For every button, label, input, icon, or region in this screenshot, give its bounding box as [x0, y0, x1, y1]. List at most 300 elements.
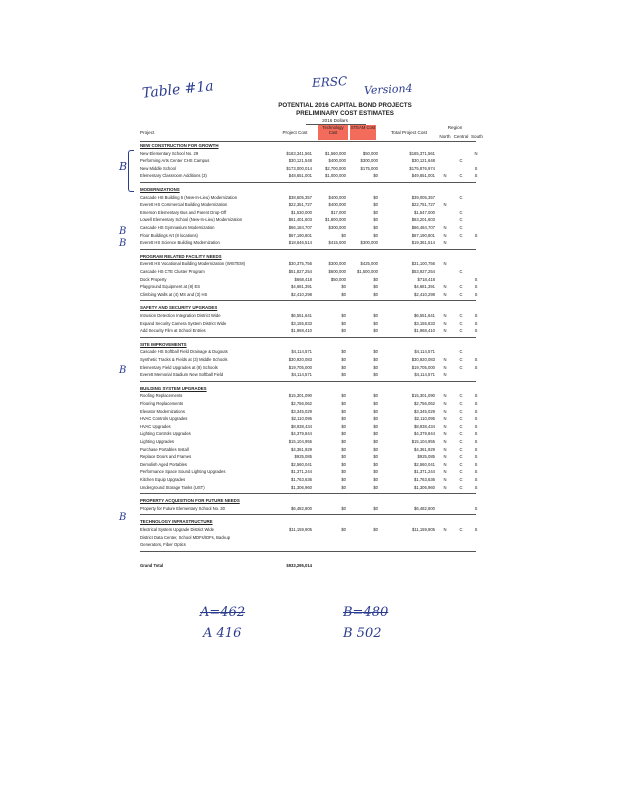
cell-project-cost: $51,827,254	[288, 269, 312, 274]
cell-project-cost: $2,560,041	[291, 461, 312, 467]
cell-central: C	[459, 408, 463, 414]
section-title: BUILDING SYSTEM UPGRADES	[140, 385, 207, 391]
cell-tech-cost: $0	[341, 484, 346, 490]
cell-south: S	[474, 446, 478, 452]
cell-project-cost: $4,114,571	[291, 349, 312, 355]
cell-north: N	[443, 401, 447, 406]
cell-project: Performance Space Sound Lighting Upgrades	[140, 469, 226, 475]
cell-central: C	[459, 401, 463, 406]
cell-tech-cost: $0	[341, 291, 346, 297]
cell-steam-cost: $0	[373, 446, 378, 452]
cell-steam-cost: $0	[373, 364, 378, 370]
table-row	[140, 477, 478, 484]
cell-central: C	[459, 357, 463, 362]
cell-total: $165,371,561	[409, 150, 435, 156]
cell-total: $39,005,357	[411, 194, 435, 200]
cell-steam-cost: $0	[373, 461, 378, 467]
cell-tech-cost: $0	[341, 313, 346, 318]
cell-project-cost: $18,646,514	[288, 240, 312, 246]
cell-total: $925,085	[417, 454, 435, 460]
grand-total-label: Grand Total	[140, 563, 164, 568]
table-row	[140, 401, 478, 408]
cell-north: N	[443, 527, 447, 532]
cell-south: S	[474, 527, 478, 532]
cell-project: Everett HS Vocational Building Modernization (WISTEM)	[140, 261, 245, 267]
handwritten-a-old: A=462	[200, 605, 246, 620]
header-total: Total Project Cost	[391, 130, 427, 135]
cell-project-cost: $30,121,548	[288, 158, 312, 164]
cell-steam-cost: $0	[373, 217, 378, 223]
cell-tech-cost: $50,000	[330, 276, 346, 282]
cell-tech-cost: $0	[341, 320, 346, 326]
cell-project: Lighting Upgrades	[140, 439, 174, 444]
table-row	[140, 535, 475, 542]
cell-total: $4,681,391	[414, 284, 435, 290]
cell-project-cost: $30,920,083	[288, 357, 312, 362]
cell-project: Elevator Modernizations	[140, 408, 185, 414]
cell-north: N	[443, 393, 447, 399]
cell-project-cost: $1,763,636	[291, 477, 312, 482]
cell-north: N	[443, 291, 447, 297]
cell-steam-cost: $0	[373, 477, 378, 482]
cell-steam-cost: $0	[373, 393, 378, 399]
table-row	[140, 349, 475, 356]
cell-steam-cost: $0	[373, 202, 378, 208]
cell-project-cost: $3,155,833	[291, 320, 312, 326]
cell-project-cost: $2,110,095	[291, 416, 312, 422]
cell-project-cost: $30,375,756	[288, 261, 312, 267]
cell-project: Purchase Portables Install	[140, 446, 189, 452]
header-project-cost: Project Cost	[282, 130, 308, 135]
table-row	[140, 217, 475, 224]
table-row	[140, 240, 475, 247]
cell-total: $175,876,974	[409, 165, 435, 171]
cell-north: N	[443, 261, 447, 267]
cell-total: $63,201,603	[411, 217, 435, 223]
table-row	[140, 423, 478, 431]
table-row	[140, 484, 478, 492]
cell-tech-cost: $0	[341, 446, 346, 452]
cell-central: C	[459, 158, 463, 164]
cell-project: Electrical System Upgrade District Wide	[140, 527, 214, 532]
table-row	[140, 225, 475, 232]
cell-steam-cost: $0	[373, 431, 378, 437]
cell-tech-cost: $0	[341, 393, 346, 399]
cell-project-cost: $1,530,000	[291, 209, 312, 215]
cell-project-cost: $1,371,244	[291, 469, 312, 475]
cell-south: S	[474, 364, 478, 370]
section-title: SITE IMPROVEMENTS	[140, 341, 187, 347]
cell-project: Climbing Walls at (4) MS and (3) HS	[140, 291, 208, 297]
cell-total: $30,920,083	[411, 357, 435, 362]
cell-steam-cost: $300,000	[360, 158, 378, 164]
cell-steam-cost: $0	[373, 408, 378, 414]
header-project: Project	[140, 130, 155, 135]
cell-project-cost: $4,681,391	[291, 284, 312, 290]
cell-total: $8,938,434	[414, 423, 435, 429]
table-row	[140, 291, 478, 299]
cell-tech-cost: $0	[341, 477, 346, 482]
cell-total: $11,159,905	[412, 527, 435, 532]
cell-south: S	[474, 313, 478, 318]
cell-south: S	[474, 469, 478, 475]
table-row	[140, 439, 478, 446]
cell-south: S	[474, 393, 478, 399]
cell-project: Synthetic Tracks & Fields at (3) Middle Schools	[140, 357, 228, 362]
cell-tech-cost: $17,000	[330, 209, 346, 215]
cell-tech-cost: $400,000	[328, 194, 346, 200]
cell-steam-cost: $0	[373, 225, 378, 230]
cell-steam-cost: $0	[373, 320, 378, 326]
cell-project: Generators, Fiber Optics	[140, 542, 186, 548]
section-title: NEW CONSTRUCTION FOR GROWTH	[140, 143, 219, 148]
cell-project: Everett Memorial Stadium New Softball Field	[140, 372, 224, 378]
cell-project-cost: $6,551,641	[291, 313, 312, 318]
cell-project: HVAC Controls Upgrades	[140, 416, 188, 422]
section-rule	[140, 249, 476, 250]
cell-steam-cost: $0	[373, 357, 378, 362]
cell-central: C	[459, 209, 463, 215]
cell-tech-cost: $2,700,000	[325, 165, 346, 171]
cell-project: Elementary Classroom Additions (3)	[140, 173, 207, 179]
cell-north: N	[443, 357, 447, 362]
cell-central: C	[459, 225, 463, 230]
cell-total: $1,547,000	[414, 209, 435, 215]
cell-project: Cascade HS CTE Cluster Program	[140, 269, 205, 274]
table-row	[140, 527, 478, 534]
cell-steam-cost: $0	[373, 313, 378, 318]
table-row	[140, 210, 475, 217]
cell-total: $19,361,514	[411, 240, 435, 246]
handwritten-b-old: B=480	[343, 605, 389, 620]
section-rule	[140, 337, 476, 338]
cell-south: S	[474, 408, 478, 414]
cell-south: S	[474, 276, 478, 282]
cell-south: S	[474, 416, 478, 422]
cell-total: $1,306,960	[414, 484, 435, 490]
cell-total: $4,361,929	[414, 446, 435, 452]
cell-tech-cost: $400,000	[328, 202, 346, 208]
handwritten-b-mark-4: B	[119, 365, 127, 376]
cell-steam-cost: $0	[373, 401, 378, 406]
header-dollars: 2016 Dollars	[322, 118, 348, 123]
cell-total: $15,301,090	[411, 393, 435, 399]
cell-south: S	[474, 328, 478, 334]
cell-total: $53,927,254	[411, 269, 435, 274]
cell-project-cost: $4,379,844	[291, 431, 312, 437]
cell-south: N	[474, 150, 478, 156]
header-north: North	[439, 134, 451, 139]
cell-total: $30,121,648	[411, 158, 435, 164]
cell-tech-cost: $400,000	[328, 158, 346, 164]
cell-tech-cost: $0	[341, 372, 346, 378]
cell-total: $2,410,298	[414, 291, 435, 297]
cell-project: Roofing Replacements	[140, 393, 183, 399]
cell-central: C	[459, 364, 463, 370]
cell-project-cost: $3,345,029	[291, 408, 312, 414]
cell-south: S	[474, 173, 478, 179]
cell-project: Elementary Field Upgrades at (8) Schools	[140, 364, 218, 370]
cell-central: C	[459, 328, 463, 334]
cell-project-cost: $163,341,561	[286, 150, 312, 156]
cell-south: S	[474, 284, 478, 290]
cell-north: N	[443, 423, 447, 429]
cell-central: C	[459, 416, 463, 422]
cell-central: C	[459, 313, 463, 318]
cell-central: C	[459, 320, 463, 326]
table-row	[140, 454, 478, 461]
cell-central: C	[459, 173, 463, 179]
cell-project: New Elementary School No. 29	[140, 150, 199, 156]
cell-total: $22,751,727	[411, 202, 435, 208]
cell-project-cost: $19,705,000	[288, 364, 312, 370]
cell-total: $3,155,833	[414, 320, 435, 326]
cell-project-cost: $48,651,001	[288, 173, 312, 179]
cell-north: N	[443, 372, 447, 378]
cell-steam-cost: $300,000	[360, 240, 378, 246]
cell-tech-cost: $0	[341, 439, 346, 444]
cell-tech-cost: $0	[341, 364, 346, 370]
table-row	[140, 328, 478, 335]
cell-tech-cost: $0	[341, 505, 346, 511]
table-row	[140, 461, 478, 469]
cell-north: N	[443, 454, 447, 460]
document-subtitle: PRELIMINARY COST ESTIMATES	[296, 110, 394, 117]
cell-steam-cost: $0	[373, 372, 378, 378]
cell-total: $1,968,410	[414, 328, 435, 334]
table-row	[140, 364, 478, 372]
section-rule	[140, 514, 476, 515]
cell-project-cost: $668,418	[294, 276, 312, 282]
cell-central: C	[459, 349, 463, 355]
handwritten-b-mark-1: B	[119, 160, 128, 173]
cell-project-cost: $22,351,727	[288, 202, 312, 208]
cell-central: C	[459, 469, 463, 475]
cell-central: C	[459, 232, 463, 238]
table-row	[140, 431, 478, 438]
cell-north: N	[443, 439, 447, 444]
cell-steam-cost: $0	[373, 527, 378, 532]
cell-total: $49,651,001	[411, 173, 435, 179]
cell-south: S	[474, 357, 478, 362]
handwritten-b-mark-2: B	[119, 226, 127, 237]
cell-project: Underground Storage Tanks (UST)	[140, 484, 205, 490]
table-row	[140, 408, 478, 416]
cell-project: Emerson Elementary Bus and Parent Drop-Off	[140, 209, 227, 215]
cell-south: S	[474, 232, 478, 238]
cell-tech-cost: $415,000	[328, 240, 346, 246]
cell-central: C	[459, 291, 463, 297]
cell-south: S	[474, 401, 478, 406]
table-row	[140, 165, 478, 173]
section-title: PROGRAM RELATED FACILITY NEEDS	[140, 253, 222, 259]
cell-south: S	[474, 165, 478, 171]
cell-project-cost: $2,756,062	[291, 401, 312, 406]
cell-project: Dock Property	[140, 276, 167, 282]
cell-steam-cost: $0	[373, 349, 378, 355]
grand-total-row	[140, 563, 475, 570]
cell-tech-cost: $0	[341, 461, 346, 467]
cell-north: N	[443, 364, 447, 370]
cell-tech-cost: $300,000	[328, 225, 346, 230]
cell-tech-cost: $0	[341, 454, 346, 460]
cell-total: $1,763,636	[414, 477, 435, 482]
cell-north: N	[443, 484, 447, 490]
cell-project: Lowell Elementary School (New-In-Lieu) Modernization	[140, 217, 243, 223]
table-row	[140, 195, 475, 202]
cell-north: N	[443, 232, 447, 238]
cell-total: $31,100,756	[411, 261, 435, 267]
table-row	[140, 269, 475, 276]
table-row	[140, 202, 475, 209]
cell-project: Cascade HS Softball Field Drainage & Dugouts	[140, 349, 228, 355]
cell-total: $718,418	[417, 276, 435, 282]
cell-steam-cost: $0	[373, 505, 378, 511]
cell-south: S	[474, 423, 478, 429]
cell-central: C	[459, 446, 463, 452]
cell-project: District Data Center, School MDFs/IDFs, Backup	[140, 534, 231, 540]
cell-central: C	[459, 527, 463, 532]
cell-project-cost: $1,968,410	[291, 328, 312, 334]
cell-tech-cost: $1,800,000	[325, 217, 346, 223]
cell-steam-cost: $0	[373, 276, 378, 282]
cell-north: N	[443, 284, 447, 290]
cell-total: $4,379,844	[414, 431, 435, 437]
cell-north: N	[443, 469, 447, 475]
cell-north: N	[443, 416, 447, 422]
cell-project: Flooring Replacements	[140, 401, 184, 406]
cell-central: C	[459, 461, 463, 467]
cell-steam-cost: $0	[373, 469, 378, 475]
cell-project: Add Security Film at School Entries	[140, 328, 206, 334]
cell-project: Demolish Aged Portables	[140, 461, 188, 467]
cell-project: Cascade HS Gymnasium Modernization	[140, 225, 215, 230]
cell-steam-cost: $0	[373, 328, 378, 334]
cell-total: $2,756,062	[414, 401, 435, 406]
section-title: MODERNIZATIONS	[140, 187, 180, 192]
cell-project-cost: $4,361,929	[291, 446, 312, 452]
section-rule	[140, 493, 476, 494]
table-row	[140, 320, 478, 328]
table-row	[140, 173, 478, 180]
cell-total: $66,484,707	[411, 225, 435, 230]
table-row	[140, 416, 478, 423]
handwritten-b-new: B 502	[343, 626, 382, 641]
cell-steam-cost: $0	[373, 454, 378, 460]
cell-project: Playground Equipment at (8) ES	[140, 284, 201, 290]
cell-total: $2,110,095	[414, 416, 435, 422]
section-rule	[140, 300, 476, 301]
header-south: South	[470, 134, 483, 139]
cell-project: Everett HS Science Building Modernization	[140, 240, 220, 246]
cell-tech-cost: $0	[341, 232, 346, 238]
cell-project-cost: $8,938,434	[291, 423, 312, 429]
cell-total: $15,104,955	[411, 439, 435, 444]
cell-project-cost: $38,605,357	[288, 194, 312, 200]
document-title: POTENTIAL 2016 CAPITAL BOND PROJECTS	[278, 102, 412, 109]
cell-tech-cost: $0	[341, 328, 346, 334]
cell-total: $19,705,000	[411, 364, 435, 370]
cell-south: S	[474, 505, 478, 511]
cell-steam-cost: $0	[373, 484, 378, 490]
cell-project: HVAC Upgrades	[140, 423, 171, 429]
cell-project-cost: $15,301,090	[288, 393, 312, 399]
cell-steam-cost: $0	[373, 173, 378, 179]
cell-steam-cost: $0	[373, 416, 378, 422]
cell-tech-cost: $0	[341, 423, 346, 429]
cell-project-cost: $15,104,955	[288, 439, 312, 444]
cell-project-cost: $173,000,014	[286, 165, 312, 171]
cell-total: $6,482,800	[414, 505, 435, 511]
cell-steam-cost: $425,000	[360, 261, 378, 267]
cell-tech-cost: $0	[341, 284, 346, 290]
header-tech-cost: Technology Cost	[318, 125, 348, 140]
cell-central: C	[459, 423, 463, 429]
cell-project-cost: $925,085	[294, 454, 312, 460]
cell-tech-cost: $0	[341, 431, 346, 437]
cell-total: $6,551,641	[414, 313, 435, 318]
handwritten-a-new: A 416	[203, 626, 242, 641]
cell-project-cost: $11,159,905	[289, 527, 312, 532]
handwritten-bracket	[128, 150, 134, 192]
cell-north: N	[443, 225, 447, 230]
cell-north: N	[443, 408, 447, 414]
handwritten-b-mark-3: B	[119, 238, 127, 249]
cell-central: C	[459, 194, 463, 200]
cell-project-cost: $66,184,707	[288, 225, 312, 230]
section-title: TECHNOLOGY INFRASTRUCTURE	[140, 519, 213, 525]
table-row	[140, 158, 475, 165]
table-row	[140, 232, 478, 240]
cell-central: C	[459, 454, 463, 460]
cell-central: C	[459, 431, 463, 437]
cell-project-cost: $67,190,801	[288, 232, 312, 238]
cell-steam-cost: $0	[373, 291, 378, 297]
table-row	[140, 542, 475, 549]
section-rule	[140, 182, 476, 183]
handwritten-table-label: Table #1a	[141, 78, 215, 102]
cell-central: C	[459, 477, 463, 482]
table-row	[140, 313, 478, 320]
cell-tech-cost: $0	[341, 527, 346, 532]
cell-total: $4,114,571	[414, 349, 435, 355]
cell-project: Floor Buildings Art (8 locations)	[140, 232, 198, 238]
handwritten-ersc: ERSC	[311, 74, 348, 90]
header-region: Region	[447, 125, 463, 130]
cell-south: S	[474, 291, 478, 297]
cell-project-cost: $6,482,800	[291, 505, 312, 511]
cell-tech-cost: $1,000,000	[325, 173, 346, 179]
cell-north: N	[443, 173, 447, 179]
grand-total-value: $933,295,014	[286, 563, 312, 568]
cell-total: $2,560,041	[414, 461, 435, 467]
cell-project: Intrusion Detection Integration District Wide	[140, 313, 221, 318]
header-central: Central	[453, 134, 469, 139]
cell-project: Expand Security Camera System District Wide	[140, 320, 227, 326]
cell-north: N	[443, 461, 447, 467]
header-steam-cost: STEAM Cost	[350, 125, 376, 140]
cell-tech-cost: $0	[341, 349, 346, 355]
cell-total: $67,190,801	[411, 232, 435, 238]
cell-tech-cost: $0	[341, 416, 346, 422]
cell-total: $1,371,244	[414, 469, 435, 475]
cell-tech-cost: $0	[341, 469, 346, 475]
section-rule	[140, 551, 476, 552]
cell-north: N	[443, 446, 447, 452]
cell-tech-cost: $0	[341, 357, 346, 362]
cell-north: N	[443, 320, 447, 326]
cell-project: Everett HS Commercial Building Modernization	[140, 202, 228, 208]
